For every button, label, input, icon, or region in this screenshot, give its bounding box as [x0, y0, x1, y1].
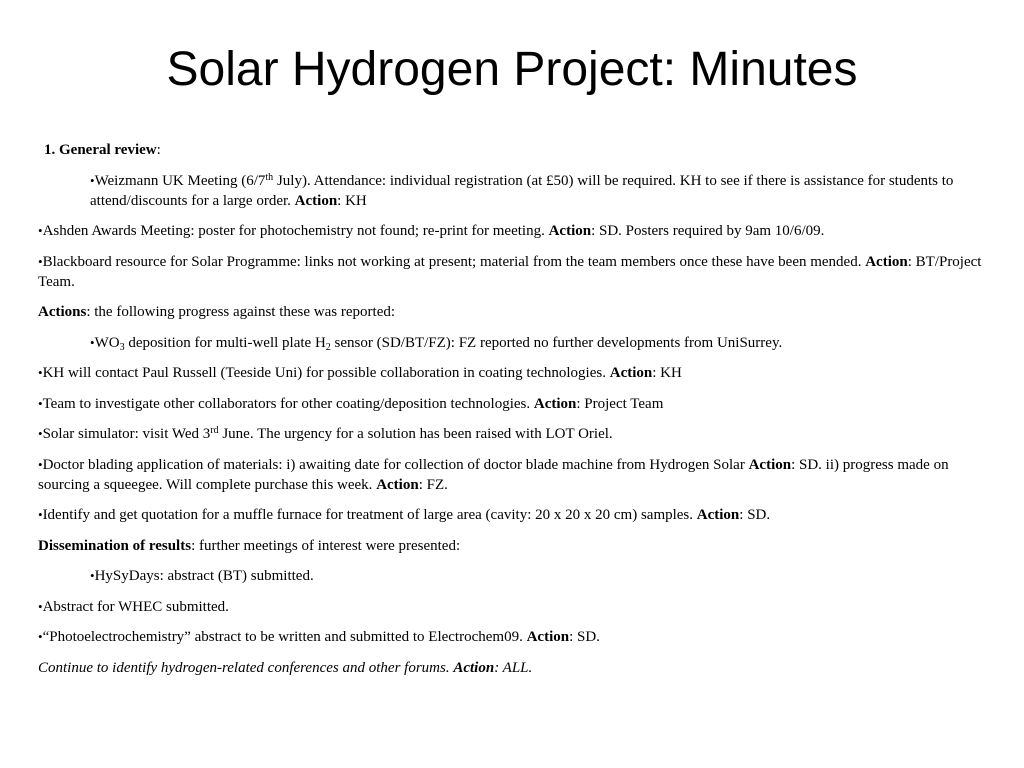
weizmann-text-1: Weizmann UK Meeting (6/7 — [94, 172, 266, 189]
continue-action-label: Action — [453, 659, 495, 676]
bullet-icon: • — [90, 334, 95, 350]
wo3-text-1: WO — [94, 334, 120, 351]
doctor-blading-item — [38, 455, 990, 495]
slide-title: Solar Hydrogen Project: Minutes — [166, 43, 858, 96]
bullet-icon: • — [38, 598, 43, 614]
bullet-icon: • — [38, 365, 43, 380]
general-review-label: 1. General review — [44, 142, 157, 158]
weizmann-item — [38, 171, 990, 211]
muffle-furnace-text: Identify and get quotation for a muffle furnace for treatment of large area (cavity: 20 x 20 x 20 cm) samples. — [42, 507, 697, 523]
blackboard-action-text: : BT/Project Team. — [38, 253, 982, 290]
actions-text: : the following progress against these was reported: — [86, 304, 396, 320]
wo3-sub-2: 2 — [325, 341, 331, 353]
bullet-icon: • — [38, 629, 43, 644]
wo3-item — [38, 333, 990, 353]
solar-simulator-text-2: June. The urgency for a solution has been raised with LOT Oriel. — [218, 426, 613, 442]
actions-label: Actions — [38, 304, 87, 320]
whec-text: Abstract for WHEC submitted. — [42, 598, 229, 615]
ashden-text: Ashden Awards Meeting: poster for photochemistry not found; re-print for meeting. — [42, 223, 549, 239]
kh-contact-action-text: : KH — [652, 365, 682, 381]
whec-item — [38, 597, 990, 617]
solar-simulator-item — [38, 424, 990, 444]
dissemination-heading — [38, 536, 990, 556]
doctor-blading-text-1: Doctor blading application of materials: i) awaiting date for collection of doctor blade machine from Hydrogen Solar — [42, 456, 749, 473]
hysydays-text: HySyDays: abstract (BT) submitted. — [94, 568, 314, 584]
muffle-furnace-action-text: : SD. — [739, 507, 771, 523]
dissemination-text: : further meetings of interest were presented: — [191, 537, 461, 554]
wo3-sub-3: 3 — [119, 341, 125, 353]
photoelectrochemistry-action-text: : SD. — [569, 629, 600, 645]
photoelectrochemistry-action-label: Action — [526, 629, 570, 645]
actions-heading — [38, 302, 990, 322]
weizmann-action-label: Action — [294, 192, 338, 209]
bullet-icon: • — [38, 426, 43, 441]
continue-note — [38, 658, 990, 678]
muffle-furnace-item — [38, 505, 990, 525]
ashden-action-label: Action — [548, 223, 592, 239]
bullet-icon: • — [38, 395, 43, 411]
team-investigate-action-text: : Project Team — [576, 395, 664, 412]
hysydays-item — [38, 566, 990, 586]
doctor-blading-action-label-2: Action — [376, 476, 419, 493]
weizmann-text-2: July). Attendance: individual registration (at £50) will be required. KH to see if there is assistance for students to attend/discounts for a large order. — [90, 172, 954, 209]
team-investigate-item — [38, 394, 990, 414]
ashden-item — [38, 221, 990, 241]
doctor-blading-text-2: : SD. ii) progress made on sourcing a squeegee. Will complete purchase this week. — [38, 456, 949, 493]
kh-contact-text: KH will contact Paul Russell (Teeside Uni) for possible collaboration in coating technologies. — [42, 365, 610, 381]
kh-contact-action-label: Action — [609, 365, 653, 381]
bullet-icon: • — [90, 172, 95, 188]
bullet-icon: • — [38, 223, 43, 238]
muffle-furnace-action-label: Action — [696, 507, 740, 523]
bullet-icon: • — [38, 507, 43, 522]
general-review-colon: : — [156, 142, 161, 158]
bullet-icon: • — [90, 568, 95, 583]
bullet-icon: • — [38, 456, 43, 472]
photoelectrochemistry-text: “Photoelectrochemistry” abstract to be written and submitted to Electrochem09. — [42, 629, 527, 645]
continue-action-text: : ALL. — [494, 659, 533, 676]
doctor-blading-text-3: : FZ. — [418, 476, 448, 493]
general-review-heading — [38, 140, 990, 160]
blackboard-text: Blackboard resource for Solar Programme: links not working at present; material from the team members once these have been mended. — [42, 253, 866, 270]
team-investigate-text: Team to investigate other collaborators for other coating/deposition technologies. — [42, 395, 534, 412]
team-investigate-action-label: Action — [533, 395, 577, 412]
bullet-icon: • — [38, 253, 43, 269]
solar-simulator-text-1: Solar simulator: visit Wed 3 — [42, 426, 211, 442]
wo3-text-3: sensor (SD/BT/FZ): FZ reported no further developments from UniSurrey. — [330, 334, 783, 351]
doctor-blading-action-label-1: Action — [748, 456, 792, 473]
weizmann-action-text: : KH — [337, 192, 367, 209]
continue-text: Continue to identify hydrogen-related conferences and other forums. — [38, 659, 454, 676]
ashden-action-text: : SD. Posters required by 9am 10/6/09. — [591, 223, 825, 239]
minutes-body — [38, 140, 990, 688]
weizmann-sup: th — [265, 171, 274, 183]
blackboard-action-label: Action — [865, 253, 908, 270]
solar-simulator-sup: rd — [210, 425, 219, 436]
photoelectrochemistry-item — [38, 627, 990, 647]
kh-contact-item — [38, 363, 990, 383]
wo3-text-2: deposition for multi-well plate H — [124, 334, 326, 351]
dissemination-label: Dissemination of results — [38, 537, 192, 554]
blackboard-item — [38, 252, 990, 292]
